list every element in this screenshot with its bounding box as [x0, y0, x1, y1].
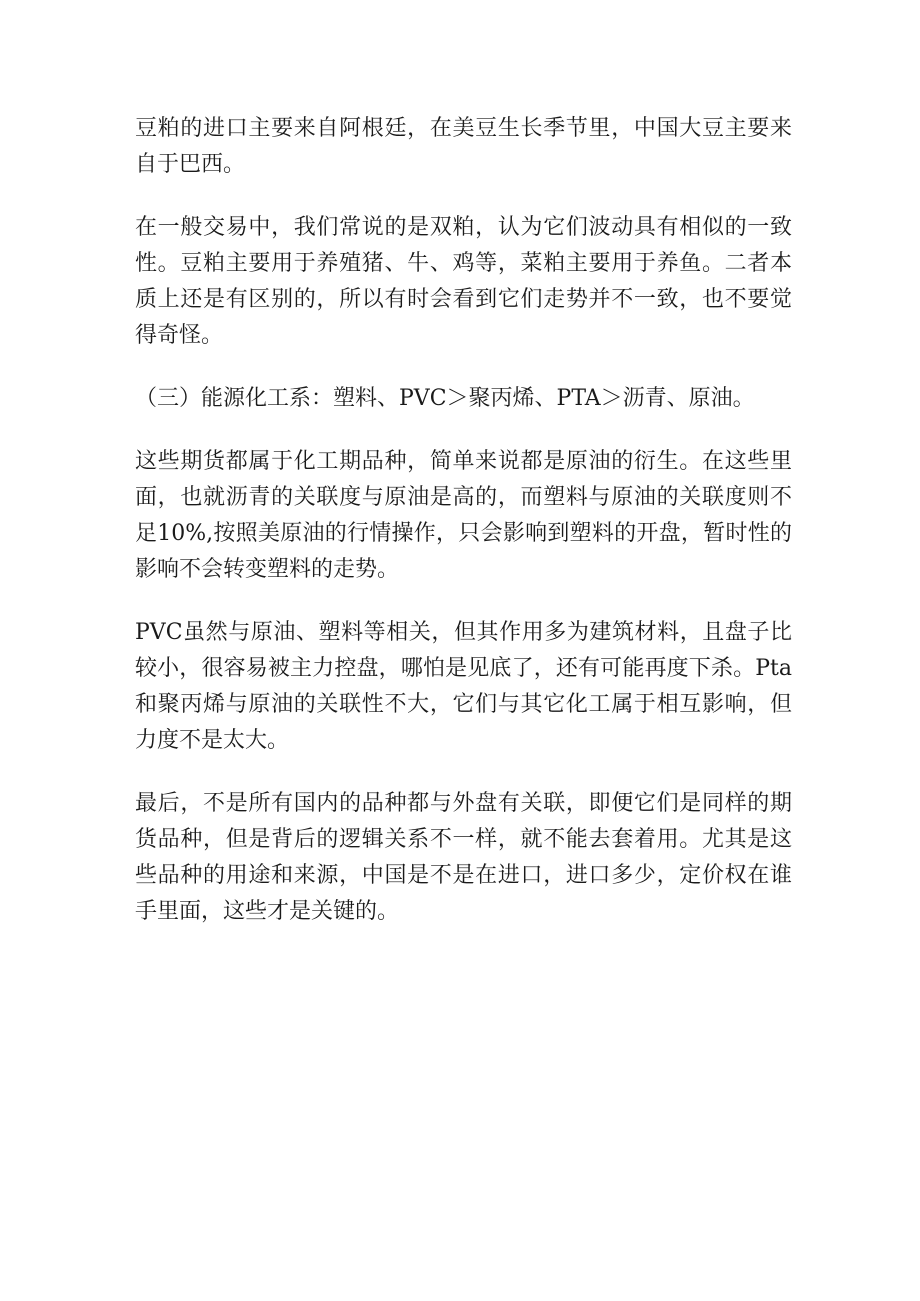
paragraph-chemical-derivatives: 这些期货都属于化工期品种，简单来说都是原油的衍生。在这些里面，也就沥青的关联度与原油是高的，而塑料与原油的关联度则不足10%,按照美原油的行情操作，只会影响到塑料的开盘，暂时性的影响不会转变塑料的走势。	[135, 449, 792, 582]
paragraph-conclusion: 最后，不是所有国内的品种都与外盘有关联，即便它们是同样的期货品种，但是背后的逻辑关系不一样，就不能去套着用。尤其是这些品种的用途和来源，中国是不是在进口，进口多少，定价权在谁手里面，这些才是关键的。	[135, 791, 792, 924]
section-heading-energy-chemical: （三）能源化工系：塑料、PVC＞聚丙烯、PTA＞沥青、原油。	[135, 386, 755, 411]
paragraph-double-meal: 在一般交易中，我们常说的是双粕，认为它们波动具有相似的一致性。豆粕主要用于养殖猪、牛、鸡等，菜粕主要用于养鱼。二者本质上还是有区别的，所以有时会看到它们走势并不一致，也不要觉得奇怪。	[135, 215, 792, 348]
paragraph-pvc-pta: PVC虽然与原油、塑料等相关，但其作用多为建筑材料，且盘子比较小，很容易被主力控盘，哪怕是见底了，还有可能再度下杀。Pta和聚丙烯与原油的关联性不大，它们与其它化工属于相互影响，但力度不是太大。	[135, 620, 792, 753]
paragraph-soymeal-import: 豆粕的进口主要来自阿根廷，在美豆生长季节里，中国大豆主要来自于巴西。	[135, 116, 792, 177]
